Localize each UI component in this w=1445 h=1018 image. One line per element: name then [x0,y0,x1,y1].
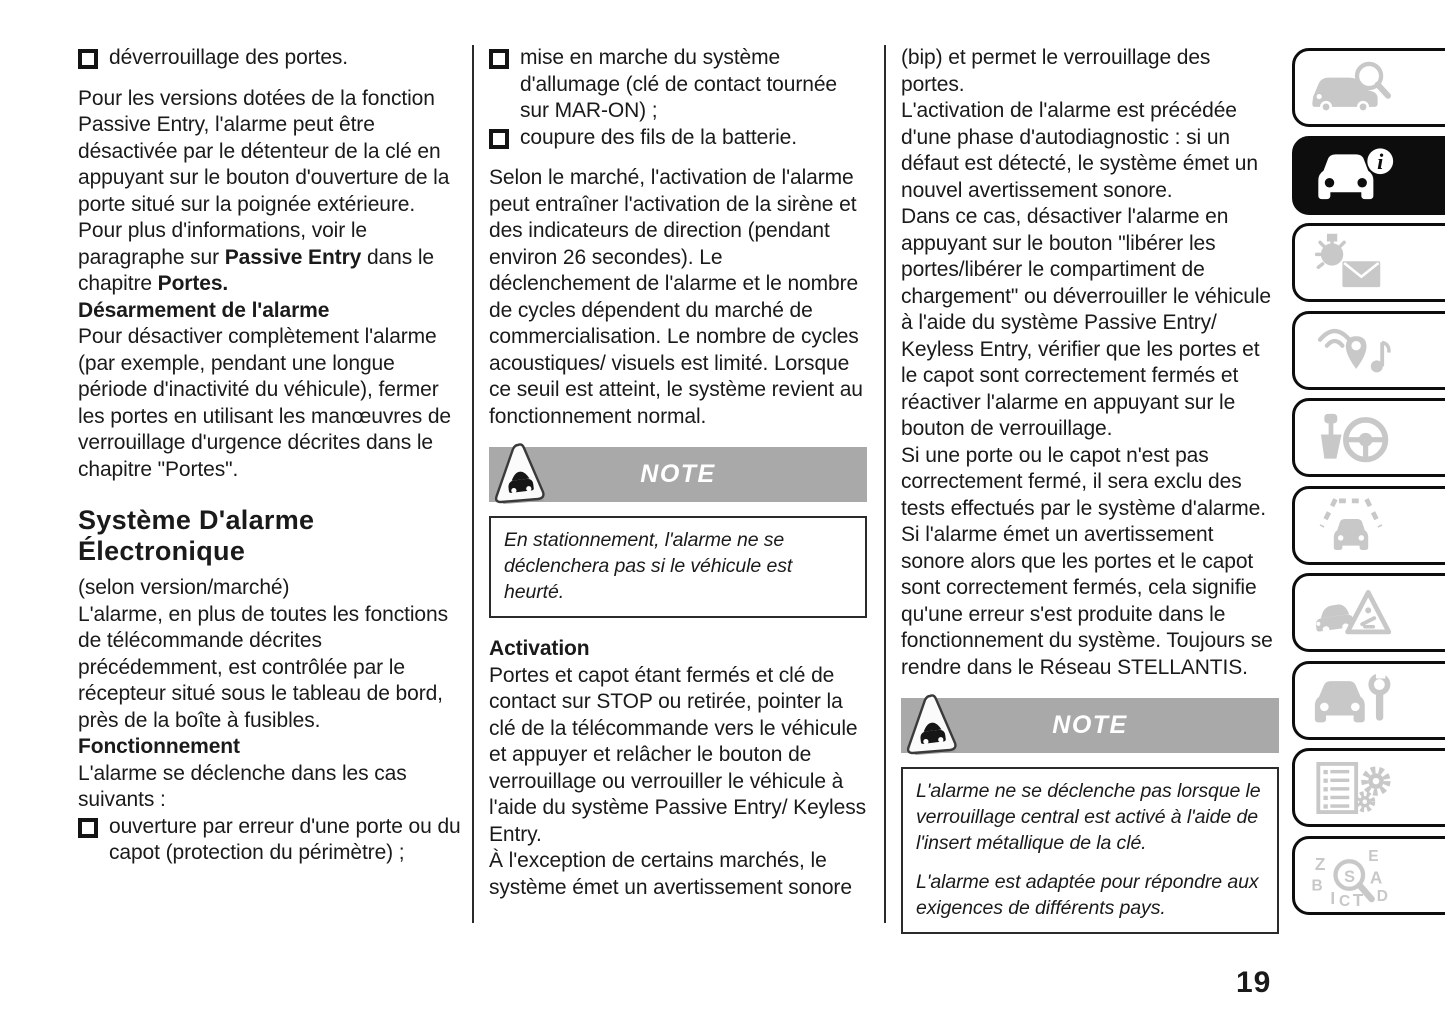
index-letter: D [1376,887,1388,905]
note-text: L'alarme ne se déclenche pas lorsque le verrouillage central est activé à l'aide de l'insert métallique de la clé. [916,780,1261,854]
gearshift-steering-icon [1308,407,1394,469]
tab-starting-driving[interactable] [1292,398,1445,477]
car-wrench-icon [1308,669,1394,731]
list-item [489,45,867,125]
subheading: Désarmement de l'alarme [78,298,330,322]
car-info-icon [1308,144,1394,206]
paragraph: Portes et capot étant fermés et clé de contact sur STOP ou retirée, pointer la clé de la télécommande vers le véhicule et appuyer et relâcher le bouton de verrouillage ou verrouiller le véhicule à l'aide du système Passive Entry/ Keyless Entry. [489,663,867,846]
paragraph: (selon version/marché) [78,576,290,599]
square-bullet-icon [489,129,509,149]
note-box [901,767,1279,934]
index-letter: E [1368,848,1379,866]
tab-getting-to-know-vehicle[interactable] [1292,136,1445,215]
paragraph: Selon le marché, l'activation de l'alarme peut entraîner l'activation de la sirène et des indicateurs de direction (pendant environ 26 secondes). Le déclenchement de l'alarme et le nombre de cycles dépendent du marché de commercialisation. Le nombre de cycles acoustiques/ visuels est limité. Lorsque ce seuil est atteint, le système revient au fonctionnement normal. [489,166,863,428]
column-2 [489,45,867,901]
index-letter: B [1311,877,1323,895]
paragraph: Dans ce cas, désactiver l'alarme en appuyant sur le bouton "libérer les portes/libérer le compartiment de chargement" ou déverrouiller le véhicule à l'aide du système Passive Entry/ Keyless Entry, vérifier que les portes et le capot sont correctement fermés et réactiver l'alarme en appuyant sur le bouton de verrouillage. [901,205,1271,440]
list-item-text: mise en marche du système d'allumage (clé de contact tournée sur MAR-ON) ; [520,46,837,122]
list-item [489,125,867,152]
alphabet-magnifier-icon [1308,844,1394,906]
warning-light-envelope-icon [1308,232,1394,294]
section-title: Système D'alarme Électronique [78,505,315,566]
paragraph: L'activation de l'alarme est précédée d'une phase d'autodiagnostic : si un défaut est détecté, le système émet un nouvel avertissement sonore. [901,99,1258,202]
subheading: Fonctionnement [78,735,240,758]
paragraph: Si une porte ou le capot n'est pas correctement fermé, il sera exclu des tests effectués par le système d'alarme. Si l'alarme émet un avertissement sonore alors que les portes et le capot sont correctement fermés, cela signifie qu'une erreur s'est produite dans le fonctionnement du système. Toujours se rendre dans le Réseau STELLANTIS. [901,443,1273,679]
page-number: 19 [1236,966,1272,999]
index-letter: T [1352,889,1364,906]
paragraph: Pour désactiver complètement l'alarme (par exemple, pendant une longue période d'inactivité du véhicule), fermer les portes en utilisant les manœuvres de verrouillage d'urgence décrites dans le chapitre "Portes". [78,325,452,481]
tab-technical-data[interactable] [1292,748,1445,827]
note-header [901,698,1279,753]
paragraph [78,86,463,298]
info-letter: i [1377,148,1384,174]
list-item [78,814,463,867]
paragraph: À l'exception de certains marchés, le système émet un avertissement sonore [489,849,852,899]
index-letter: C [1338,892,1351,906]
paragraph-text: Pour les versions dotées de la fonction Passive Entry, l'alarme peut être désactivée par le détenteur de la clé en appuyant sur le bouton d'ouverture de la porte situé sur la poignée extérieure. Pour plus d'informations, voir le paragraphe sur [78,86,450,269]
square-bullet-icon [489,49,509,69]
note-text: L'alarme est adaptée pour répondre aux exigences de différents pays. [916,871,1259,919]
note-title: NOTE [640,460,716,489]
index-letter: Z [1314,853,1326,874]
list-item-text: coupure des fils de la batterie. [520,125,797,149]
tab-index[interactable] [1292,836,1445,915]
index-letter: S [1344,867,1356,886]
column-1 [78,45,463,867]
bold-text: Passive Entry [224,245,362,269]
list-item [78,45,463,72]
note-text: En stationnement, l'alarme ne se déclenchera pas si le véhicule est heurté. [504,529,793,603]
tab-servicing[interactable] [1292,661,1445,740]
paragraph: L'alarme, en plus de toutes les fonctions de télécommande décrites précédemment, est contrôlée par le récepteur situé sous le tableau de bord, près de la boîte à fusibles. [78,602,448,732]
list-gears-icon [1308,757,1394,819]
paragraph-text: dans le chapitre [78,245,434,295]
column-divider [472,45,474,923]
tab-emergency[interactable] [1292,573,1445,652]
chapter-tab-bar [1292,48,1445,915]
list-item-text: déverrouillage des portes. [109,46,349,69]
lane-car-icon [1308,494,1394,556]
index-letter: A [1369,867,1383,888]
bold-text: Portes. [157,272,229,295]
tab-vehicle-overview[interactable] [1292,48,1445,127]
square-bullet-icon [78,49,98,69]
road-sign-car-icon [903,692,959,766]
road-sign-car-icon [491,441,547,515]
audio-navigation-icon [1308,319,1394,381]
note-title: NOTE [1052,711,1128,740]
square-bullet-icon [78,818,98,838]
tab-driver-assistance[interactable] [1292,486,1445,565]
car-magnifier-icon [1308,57,1394,119]
note-box [489,516,867,618]
index-letter: I [1330,888,1336,906]
column-divider [884,45,886,923]
list-item-text: ouverture par erreur d'une porte ou du capot (protection du périmètre) ; [109,814,461,864]
subheading: Activation [489,637,590,660]
note-header [489,447,867,502]
column-3 [901,45,1279,934]
paragraph: (bip) et permet le verrouillage des portes. [901,46,1211,96]
paragraph: L'alarme se déclenche dans les cas suivants : [78,761,407,811]
car-warning-triangle-icon [1308,582,1394,644]
tab-multimedia[interactable] [1292,311,1445,390]
tab-warning-lights-messages[interactable] [1292,223,1445,302]
